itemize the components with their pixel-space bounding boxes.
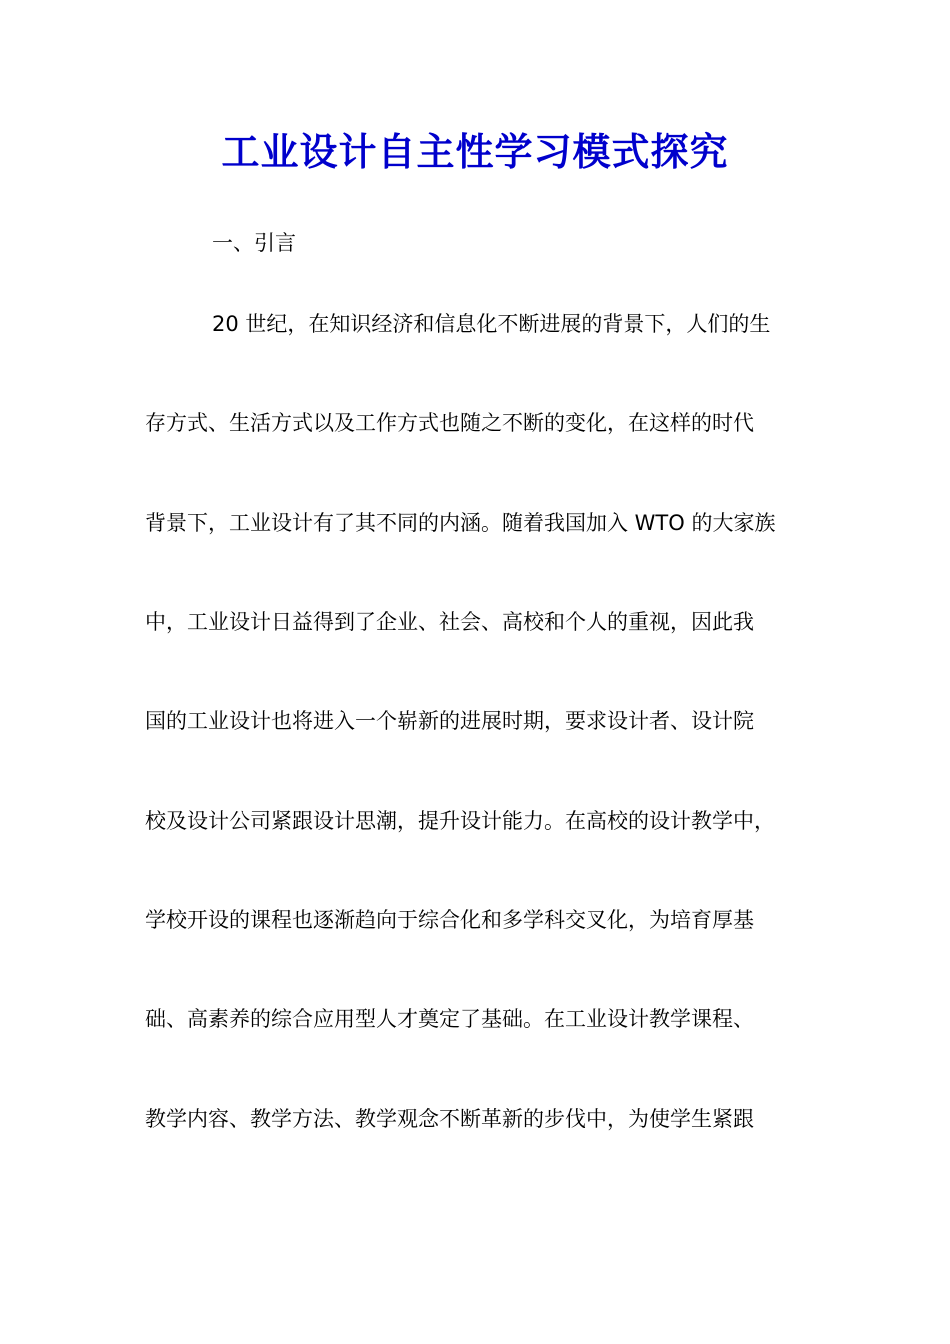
paragraph-line: 校及设计公司紧跟设计思潮，提升设计能力。在高校的设计教学中， [145,809,775,833]
paragraph-line: 国的工业设计也将进入一个崭新的进展时期，要求设计者、设计院 [145,709,754,733]
paragraph-line: 背景下，工业设计有了其不同的内涵。随着我国加入 WTO 的大家族 [145,511,776,535]
paragraph-line: 存方式、生活方式以及工作方式也随之不断的变化，在这样的时代 [145,411,754,435]
paragraph-line: 中，工业设计日益得到了企业、社会、高校和个人的重视，因此我 [145,610,754,634]
paragraph-line: 础、高素养的综合应用型人才奠定了基础。在工业设计教学课程、 [145,1007,754,1031]
paragraph-line: 教学内容、教学方法、教学观念不断革新的步伐中，为使学生紧跟 [145,1107,754,1131]
paragraph-line: 学校开设的课程也逐渐趋向于综合化和多学科交叉化，为培育厚基 [145,908,754,932]
document-title: 工业设计自主性学习模式探究 [221,130,729,174]
section-heading: 一、引言 [212,231,296,255]
paragraph-line: 20 世纪，在知识经济和信息化不断进展的背景下，人们的生 [212,312,771,336]
